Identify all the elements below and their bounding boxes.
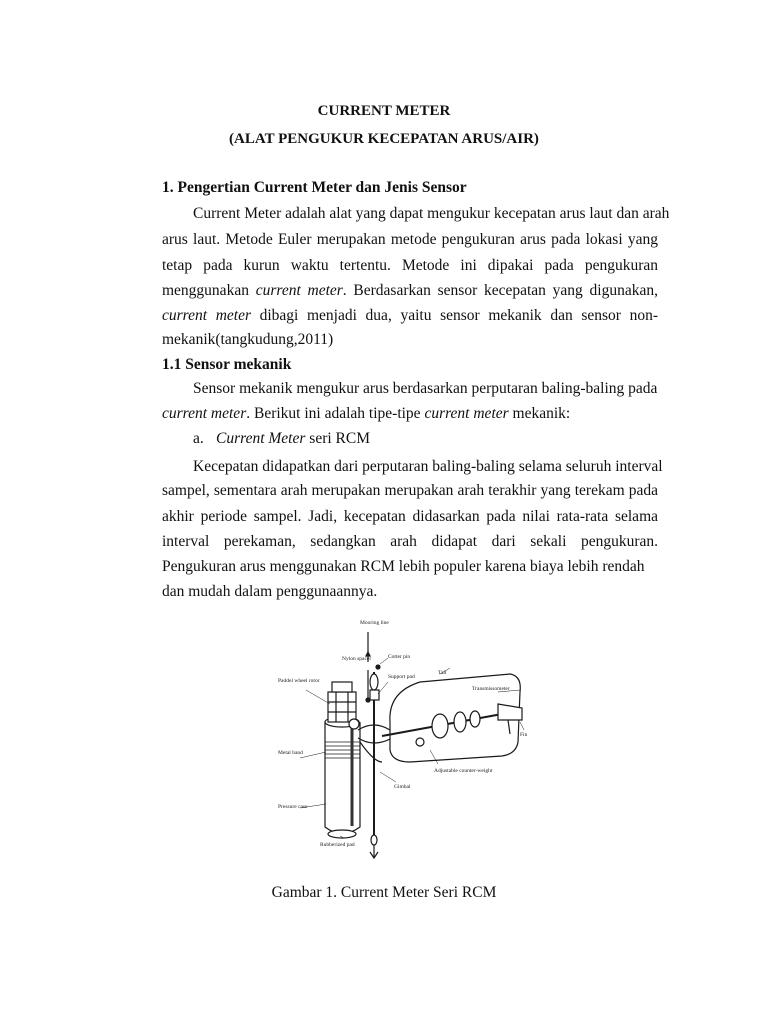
support-pad [370, 690, 379, 700]
document-title: CURRENT METER [317, 103, 451, 119]
paragraph-3-line-2: sampel, sementara arah merupakan merupakan arah terakhir yang terekam pada [162, 482, 658, 499]
label-metal-band: Metal band [278, 750, 303, 756]
paragraph-1-line-5 [162, 306, 658, 326]
italic-term: current meter [162, 405, 247, 422]
cotter-pin [376, 665, 380, 669]
label-support-pad: Support pad [388, 674, 415, 680]
paragraph-1-line-3: tetap pada kurun waktu tertentu. Metode ini dipakai pada pengukuran [162, 257, 658, 274]
italic-term: current meter [255, 282, 343, 299]
section-1-heading: 1. Pengertian Current Meter dan Jenis Sensor [162, 179, 467, 196]
label-tail: Tail [438, 670, 447, 676]
text-run: dibagi menjadi dua, yaitu sensor mekanik dan sensor non- [250, 307, 658, 324]
label-pressure-case: Pressure case [278, 804, 308, 810]
label-paddle-wheel-rotor: Paddel wheel rotor [278, 678, 320, 684]
paragraph-1-line-1: Current Meter adalah alat yang dapat mengukur kecepatan arus laut dan arah [193, 205, 670, 222]
figure-caption: Gambar 1. Current Meter Seri RCM [271, 884, 497, 901]
paragraph-3-line-5: Pengukuran arus menggunakan RCM lebih populer karena biaya lebih rendah [162, 558, 645, 575]
label-rubberized-pad: Rubberized pad [320, 842, 355, 848]
paragraph-3-line-4: interval perekaman, sedangkan arah didapat dari sekali pengukuran. [162, 533, 658, 550]
label-mooring-line: Mooring line [360, 620, 389, 626]
text-run: . Berikut ini adalah tipe-tipe [246, 405, 425, 422]
label-cotter-pin: Cotter pin [388, 654, 411, 660]
list-item-a [216, 429, 370, 449]
label-adjustable-counter-weight: Adjustable counter-weight [434, 768, 493, 774]
label-fin: Fin [520, 732, 528, 738]
paragraph-3-line-1: Kecepatan didapatkan dari perputaran baling-baling selama seluruh interval [193, 458, 663, 475]
pressure-case [325, 722, 360, 834]
paragraph-3-line-3: akhir periode sampel. Jadi, kecepatan didasarkan pada nilai rata-rata selama [162, 508, 658, 525]
rcm-current-meter-figure [270, 612, 550, 860]
label-nylon-spacer: Nylon spacer [342, 656, 372, 662]
italic-term: current meter [162, 307, 251, 324]
text-run: . Berdasarkan sensor kecepatan yang digunakan, [342, 282, 658, 299]
adjustable-counter-weight [416, 738, 424, 746]
italic-term: Current Meter [216, 430, 306, 447]
paragraph-1-line-4 [162, 281, 658, 301]
text-run: mekanik: [508, 405, 571, 422]
document-subtitle: (ALAT PENGUKUR KECEPATAN ARUS/AIR) [229, 131, 539, 147]
section-1-1-heading: 1.1 Sensor mekanik [162, 356, 292, 373]
list-item-a-marker: a. [193, 430, 204, 447]
label-gimbal: Gimbal [394, 784, 411, 790]
label-transmissometer: Transmissometer [472, 686, 510, 692]
paddle-wheel-rotor [328, 682, 359, 729]
paragraph-2-line-1: Sensor mekanik mengukur arus berdasarkan perputaran baling-baling pada [193, 380, 658, 397]
text-run: menggunakan [162, 282, 256, 299]
nylon-spacer [370, 674, 378, 690]
text-run: seri RCM [305, 430, 370, 447]
paragraph-1-line-2: arus laut. Metode Euler merupakan metode pengukuran arus pada lokasi yang [162, 231, 658, 248]
paragraph-2-line-2 [162, 404, 570, 424]
paragraph-1-line-6: mekanik(tangkudung,2011) [162, 331, 334, 348]
paragraph-3-line-6: dan mudah dalam penggunaannya. [162, 583, 378, 600]
italic-term: current meter [424, 405, 509, 422]
